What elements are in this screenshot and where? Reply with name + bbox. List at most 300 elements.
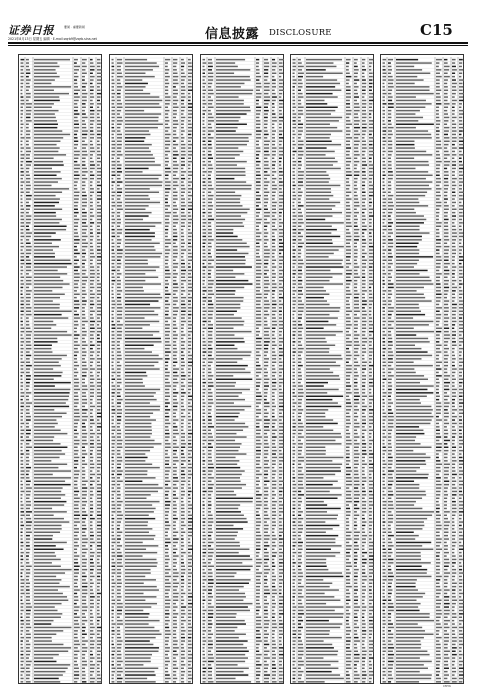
table-cell-text <box>125 518 155 520</box>
table-cell-text <box>264 215 270 217</box>
table-cell-text <box>21 396 25 398</box>
table-cell-text <box>279 90 284 92</box>
table-cell-text <box>26 450 29 452</box>
table-cell-text <box>208 263 211 265</box>
table-cell-text <box>26 253 31 255</box>
table-cell-text <box>26 644 30 646</box>
table-cell-text <box>203 389 206 391</box>
table-cell-text <box>21 260 25 262</box>
table-cell-text <box>181 406 184 408</box>
table-cell-text <box>203 331 205 333</box>
table-cell-text <box>90 419 94 421</box>
table-cell-text <box>279 365 282 367</box>
table-cell-text <box>264 341 270 343</box>
table-cell-text <box>165 504 170 506</box>
table-cell-text <box>256 620 261 622</box>
table-cell-text <box>74 355 77 357</box>
table-cell-text <box>90 164 95 166</box>
table-cell-text <box>272 467 274 469</box>
table-cell-text <box>34 253 55 255</box>
table-cell-text <box>165 317 171 319</box>
table-cell-text <box>112 287 114 289</box>
table-cell-text <box>26 589 30 591</box>
table-cell-text <box>256 606 261 608</box>
table-cell-text <box>362 219 366 221</box>
table-cell-text <box>181 545 184 547</box>
table-cell-text <box>125 283 161 285</box>
table-cell-text <box>203 487 206 489</box>
table-cell-text <box>165 644 168 646</box>
table-cell-text <box>181 365 185 367</box>
table-cell-text <box>82 331 87 333</box>
table-cell-text <box>117 120 123 122</box>
table-cell-text <box>279 83 283 85</box>
table-cell-text <box>256 419 262 421</box>
table-cell-text <box>216 181 246 183</box>
table-cell-text <box>26 552 29 554</box>
table-cell-text <box>165 525 170 527</box>
table-cell-text <box>203 453 206 455</box>
table-cell-text <box>181 127 184 128</box>
table-cell-text <box>293 273 296 275</box>
table-cell-text <box>90 86 94 88</box>
table-cell-text <box>117 362 120 364</box>
table-cell-text <box>188 93 190 95</box>
table-cell-text <box>354 215 357 217</box>
table-cell-text <box>26 351 30 353</box>
table-cell-text <box>216 426 248 428</box>
table-cell-text <box>354 236 360 238</box>
table-cell-text <box>272 637 274 639</box>
table-cell-text <box>125 389 160 391</box>
table-cell-text <box>272 559 274 561</box>
table-cell-text <box>272 511 276 512</box>
table-cell-text <box>208 470 213 472</box>
table-cell-text <box>208 617 213 619</box>
table-cell-text <box>256 287 261 289</box>
table-cell-text <box>256 627 262 629</box>
table-cell-text <box>369 232 371 234</box>
table-cell-text <box>306 198 329 200</box>
table-cell-text <box>256 498 261 500</box>
table-cell-text <box>26 617 30 619</box>
table-cell-text <box>82 215 87 217</box>
table-cell-text <box>74 603 77 605</box>
table-cell-text <box>165 511 169 512</box>
table-cell-text <box>203 141 206 143</box>
table-cell-text <box>279 355 283 357</box>
table-cell-text <box>188 566 193 568</box>
table-cell-text <box>117 249 123 251</box>
table-cell-text <box>306 76 323 78</box>
table-cell-text <box>173 644 177 646</box>
table-cell-text <box>26 181 30 183</box>
table-cell-text <box>173 154 179 156</box>
table-cell-text <box>117 324 123 326</box>
table-cell-text <box>173 491 176 493</box>
table-cell-text <box>216 491 234 493</box>
table-cell-text <box>264 90 270 92</box>
table-cell-text <box>362 222 365 224</box>
table-cell-text <box>165 409 170 411</box>
table-cell-text <box>208 600 212 602</box>
table-cell-text <box>21 433 24 435</box>
table-cell-text <box>97 239 100 241</box>
table-cell-text <box>272 304 277 306</box>
table-cell-text <box>369 137 374 139</box>
table-cell-text <box>165 620 170 622</box>
table-cell-text <box>21 188 24 190</box>
table-cell-text <box>165 73 168 75</box>
table-cell-text <box>165 120 169 122</box>
table-cell-text <box>112 175 116 177</box>
table-cell-text <box>21 270 24 272</box>
table-cell-text <box>165 181 171 183</box>
table-cell-text <box>97 365 101 367</box>
table-cell-text <box>125 423 151 425</box>
table-cell-text <box>272 256 275 258</box>
table-cell-text <box>264 569 270 571</box>
table-cell-text <box>264 474 268 476</box>
table-cell-text <box>90 426 92 428</box>
table-cell-text <box>165 562 168 564</box>
table-cell-text <box>272 498 275 500</box>
table-cell-text <box>90 351 94 353</box>
table-cell-text <box>264 311 268 313</box>
table-cell-text <box>173 59 177 61</box>
table-cell-text <box>34 212 56 214</box>
table-cell-text <box>21 273 23 275</box>
table-cell-text <box>125 511 154 512</box>
table-cell-text <box>181 657 185 659</box>
table-cell-text <box>208 198 213 200</box>
table-cell-text <box>117 270 120 272</box>
table-cell-text <box>272 562 274 564</box>
table-cell-text <box>264 328 270 330</box>
table-cell-text <box>26 566 32 568</box>
table-cell-text <box>208 314 213 316</box>
table-cell-text <box>21 311 24 313</box>
table-cell-text <box>279 93 282 95</box>
table-cell-text <box>208 678 212 680</box>
table-cell-text <box>165 447 171 449</box>
table-cell-text <box>279 392 283 394</box>
table-cell-text <box>165 576 171 578</box>
table-cell-text <box>203 260 207 262</box>
table-cell-text <box>208 256 212 258</box>
table-cell-text <box>306 246 344 248</box>
table-cell-text <box>264 389 268 391</box>
table-cell-text <box>298 134 302 136</box>
table-cell-text <box>306 134 331 136</box>
table-cell-text <box>306 256 329 258</box>
table-cell-text <box>165 127 170 128</box>
table-cell-text <box>34 606 55 608</box>
table-cell-text <box>306 161 338 163</box>
table-cell-text <box>369 134 372 136</box>
table-cell-text <box>216 314 234 316</box>
table-cell-text <box>74 657 78 659</box>
table-cell-text <box>203 647 205 649</box>
table-cell-text <box>90 443 94 445</box>
table-cell-text <box>306 151 335 153</box>
table-cell-text <box>362 86 366 88</box>
table-cell-text <box>74 382 79 384</box>
table-cell-text <box>256 399 262 401</box>
table-cell-text <box>208 501 211 503</box>
table-cell-text <box>74 379 79 381</box>
table-cell-text <box>369 229 373 231</box>
table-cell-text <box>181 627 184 629</box>
table-cell-text <box>298 90 301 92</box>
table-cell-text <box>354 222 357 224</box>
table-cell-text <box>90 372 93 374</box>
table-cell-text <box>188 433 192 435</box>
table-cell-text <box>354 117 359 119</box>
table-cell-text <box>272 644 276 646</box>
table-cell-text <box>82 474 85 476</box>
table-cell-text <box>74 528 79 530</box>
table-cell-text <box>203 634 205 636</box>
table-cell-text <box>74 430 77 432</box>
table-cell-text <box>97 110 101 112</box>
table-cell-text <box>117 130 120 132</box>
table-cell-text <box>203 236 206 238</box>
table-cell-text <box>82 606 88 608</box>
table-cell-text <box>26 430 31 432</box>
table-cell-text <box>165 307 169 309</box>
table-cell-text <box>74 96 80 98</box>
table-cell-text <box>272 120 277 122</box>
table-cell-text <box>165 654 168 656</box>
table-cell-text <box>125 141 144 143</box>
table-cell-text <box>34 205 55 207</box>
table-cell-text <box>208 671 212 673</box>
table-cell-text <box>203 311 207 313</box>
table-cell-text <box>173 304 176 306</box>
table-cell-text <box>165 593 169 595</box>
table-cell-text <box>203 300 206 302</box>
table-cell-text <box>34 671 65 673</box>
table-cell-text <box>298 175 304 177</box>
table-cell-text <box>97 453 102 455</box>
table-cell-text <box>216 620 245 622</box>
table-cell-text <box>346 229 349 231</box>
table-cell-text <box>216 508 238 510</box>
table-cell-text <box>125 549 146 551</box>
table-cell-text <box>354 192 357 194</box>
table-cell-text <box>256 647 259 649</box>
table-cell-text <box>272 647 277 649</box>
table-cell-text <box>293 144 296 146</box>
table-column-1 <box>18 54 102 684</box>
table-cell-text <box>90 447 94 449</box>
table-cell-text <box>34 484 71 486</box>
table-cell-text <box>354 164 357 166</box>
table-cell-text <box>26 239 29 241</box>
table-cell-text <box>181 304 185 306</box>
table-cell-text <box>354 283 357 285</box>
table-cell-text <box>298 277 302 279</box>
table-cell-text <box>34 297 60 299</box>
table-cell-text <box>117 164 122 166</box>
table-cell-text <box>34 416 62 418</box>
table-cell-text <box>74 450 79 452</box>
table-cell-text <box>208 474 212 476</box>
table-cell-text <box>188 161 193 163</box>
table-cell-text <box>125 212 152 214</box>
table-cell-text <box>112 501 115 503</box>
table-cell-text <box>354 154 360 156</box>
table-cell-text <box>203 596 205 598</box>
table-cell-text <box>26 372 30 374</box>
table-cell-text <box>125 620 160 622</box>
table-cell-text <box>346 107 350 109</box>
table-cell-text <box>208 559 212 561</box>
table-cell-text <box>97 467 100 469</box>
table-cell-text <box>165 253 169 255</box>
table-cell-text <box>125 487 163 489</box>
table-cell-text <box>362 96 364 98</box>
table-cell-text <box>256 409 261 411</box>
table-cell-text <box>272 73 276 75</box>
table-cell-text <box>188 627 192 629</box>
table-cell-text <box>82 436 87 438</box>
table-cell-text <box>173 195 177 197</box>
table-cell-text <box>21 304 24 306</box>
table-cell-text <box>21 222 25 224</box>
table-cell-text <box>97 681 101 683</box>
table-cell-text <box>82 379 85 381</box>
table-cell-text <box>26 355 31 357</box>
table-cell-text <box>74 464 78 466</box>
table-cell-text <box>264 549 267 551</box>
table-cell-text <box>21 545 24 547</box>
table-cell-text <box>112 640 114 642</box>
table-cell-text <box>125 501 160 503</box>
table-cell-text <box>272 287 277 289</box>
table-cell-text <box>112 161 116 163</box>
table-cell-text <box>82 603 86 605</box>
table-cell-text <box>256 83 261 85</box>
table-cell-text <box>165 324 170 326</box>
table-cell-text <box>256 338 262 340</box>
table-cell-text <box>298 249 301 251</box>
table-cell-text <box>208 576 213 578</box>
table-cell-text <box>272 260 276 262</box>
table-cell-text <box>125 416 150 418</box>
table-cell-text <box>181 606 186 608</box>
table-cell-text <box>125 562 158 564</box>
table-cell-text <box>181 494 185 496</box>
table-cell-text <box>165 113 168 115</box>
table-cell-text <box>117 593 121 595</box>
table-cell-text <box>272 457 277 459</box>
table-cell-text <box>90 249 93 251</box>
table-cell-text <box>97 294 102 296</box>
table-cell-text <box>26 657 29 659</box>
table-cell-text <box>34 246 59 248</box>
table-cell-text <box>188 195 192 197</box>
table-cell-text <box>117 246 120 248</box>
table-cell-text <box>216 205 242 207</box>
table-cell-text <box>264 419 270 421</box>
table-cell-text <box>272 181 275 183</box>
table-cell-text <box>26 168 29 170</box>
table-cell-text <box>21 644 23 646</box>
table-cell-text <box>369 158 372 160</box>
table-cell-text <box>74 515 80 517</box>
table-cell-text <box>272 375 275 377</box>
table-cell-text <box>112 93 116 95</box>
table-cell-text <box>34 661 56 663</box>
table-cell-text <box>181 270 186 272</box>
table-cell-text <box>181 430 183 432</box>
table-cell-text <box>216 290 235 292</box>
table-cell-text <box>97 324 99 326</box>
table-cell-text <box>298 232 301 234</box>
table-cell-text <box>112 236 116 238</box>
table-cell-text <box>181 528 184 530</box>
table-cell-text <box>362 66 365 68</box>
table-cell-text <box>346 93 351 95</box>
table-cell-text <box>264 528 268 530</box>
table-cell-text <box>272 661 275 663</box>
table-cell-text <box>272 681 277 683</box>
table-cell-text <box>279 164 281 166</box>
table-cell-text <box>74 589 80 591</box>
table-cell-text <box>26 147 31 149</box>
table-cell-text <box>26 283 32 285</box>
table-cell-text <box>256 447 261 449</box>
table-cell-text <box>369 178 372 180</box>
table-cell-text <box>34 110 59 112</box>
table-cell-text <box>97 647 100 649</box>
table-cell-text <box>21 117 23 119</box>
table-cell-text <box>82 501 87 503</box>
table-cell-text <box>117 501 123 503</box>
table-cell-text <box>90 66 95 68</box>
table-cell-text <box>279 358 281 360</box>
table-cell-text <box>216 219 245 221</box>
table-cell-text <box>279 334 282 336</box>
table-cell-text <box>74 127 79 128</box>
table-cell-text <box>26 487 32 489</box>
table-cell-text <box>256 402 261 404</box>
table-cell-text <box>203 443 205 445</box>
table-cell-text <box>90 181 93 183</box>
table-cell-text <box>173 617 177 619</box>
table-cell-text <box>264 644 269 646</box>
table-cell-text <box>97 86 100 88</box>
table-cell-text <box>125 637 156 639</box>
table-cell-text <box>125 93 150 95</box>
table-cell-text <box>34 453 65 455</box>
table-cell-text <box>74 90 80 92</box>
table-cell-text <box>90 566 94 568</box>
table-cell-text <box>165 314 168 316</box>
table-cell-text <box>181 450 184 452</box>
table-cell-text <box>112 416 114 418</box>
table-cell-text <box>82 311 85 313</box>
table-cell-text <box>74 62 77 64</box>
table-cell-text <box>125 260 148 262</box>
table-cell-text <box>216 103 244 105</box>
table-cell-text <box>181 467 186 469</box>
table-cell-text <box>354 141 360 143</box>
table-cell-text <box>181 651 185 653</box>
table-cell-text <box>82 144 87 146</box>
